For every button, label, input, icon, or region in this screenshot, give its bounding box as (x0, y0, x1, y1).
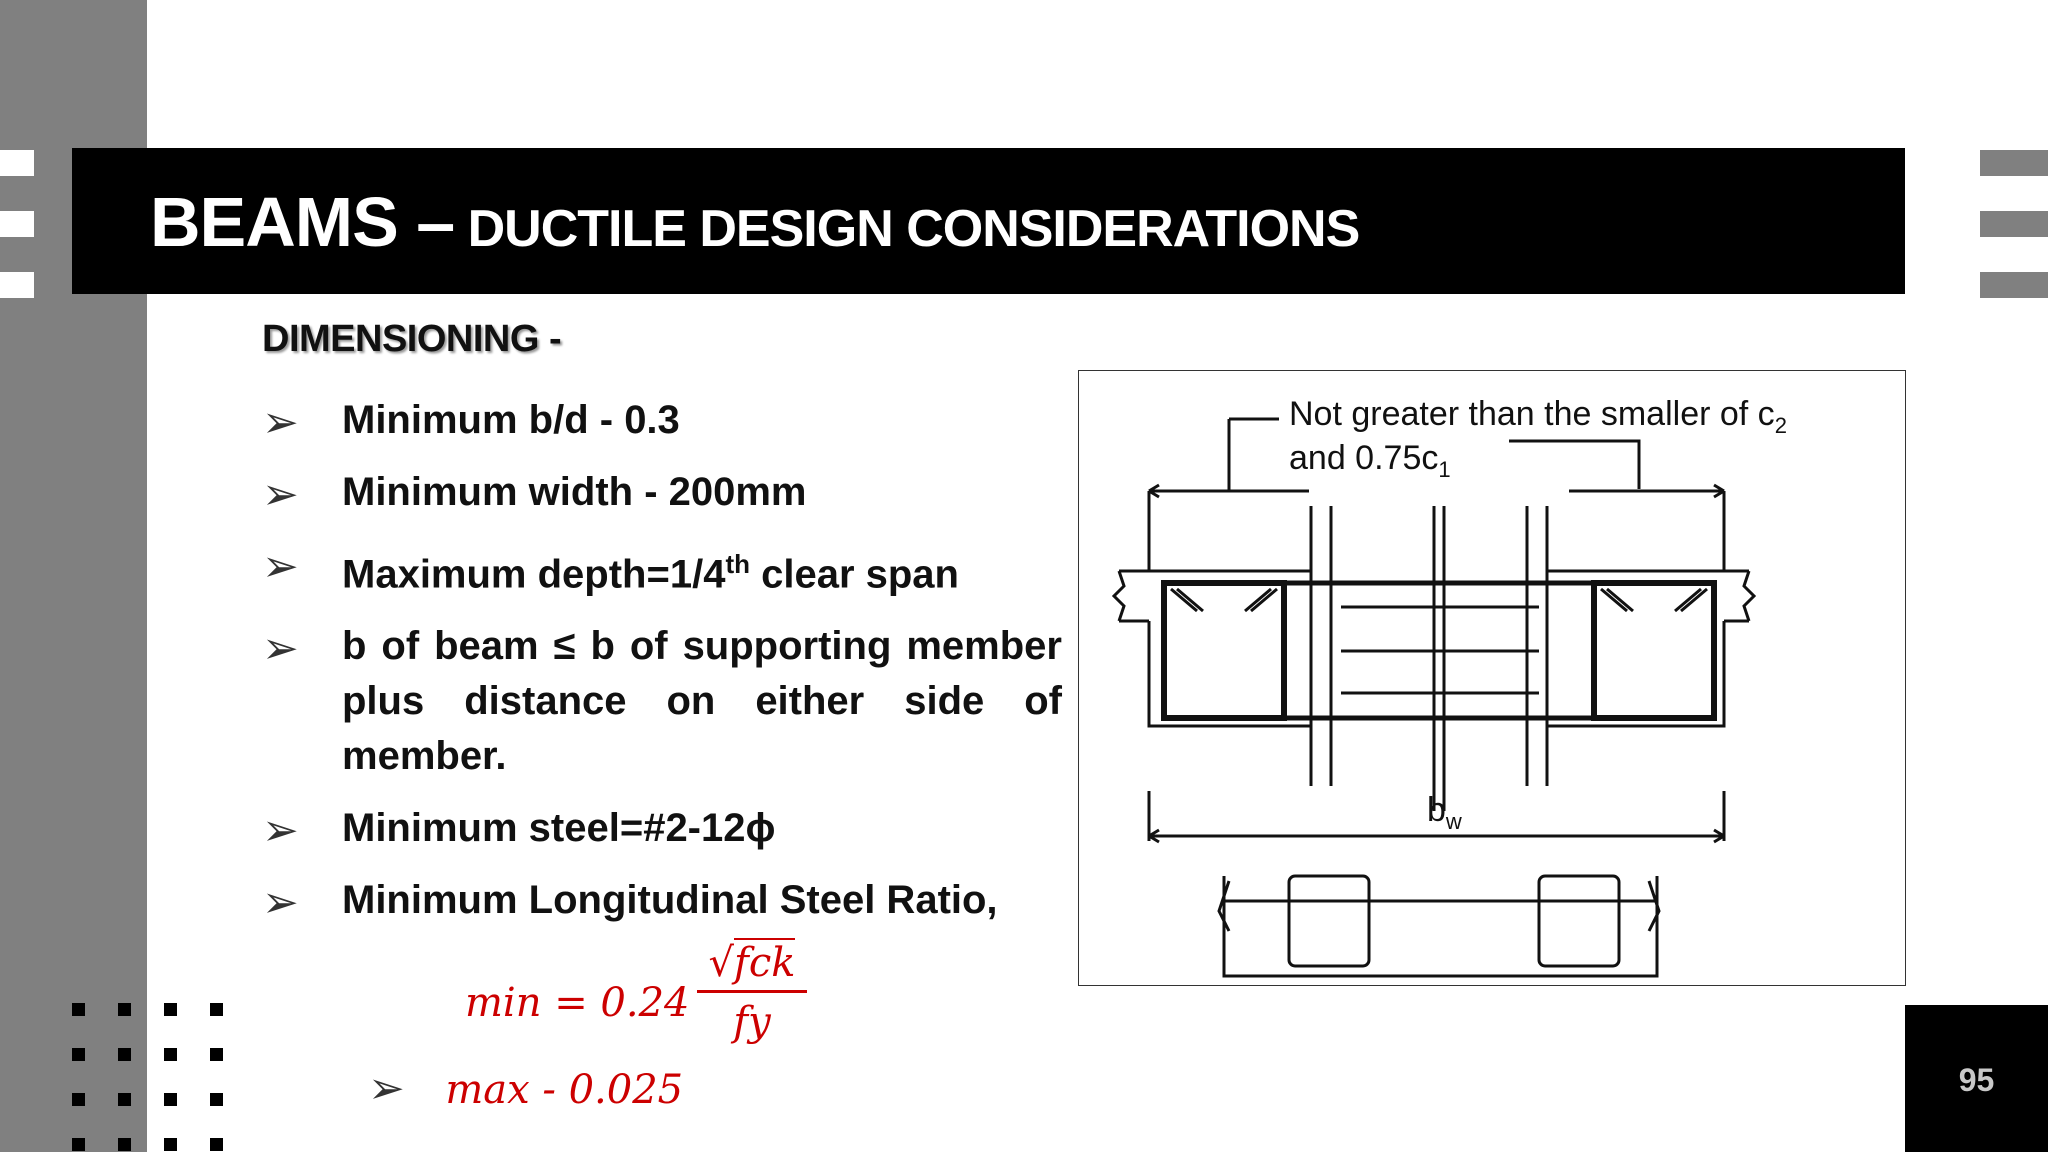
decor-dot (72, 1003, 85, 1016)
bullet-text: Minimum steel=#2-12ϕ (342, 806, 776, 851)
bullet-text: b of beam ≤ b of supporting member plus distance on either side of member. (342, 624, 1062, 779)
decor-dot (210, 1048, 223, 1061)
decor-dot (72, 1093, 85, 1106)
sqrt-icon: √ (708, 940, 735, 986)
beam-column-diagram (1078, 370, 1906, 986)
max-ratio-line (368, 1063, 683, 1114)
formula-numerator (697, 940, 807, 993)
max-ratio-text: max - 0.025 (445, 1067, 684, 1113)
bullet-text: Minimum width - 200mm (342, 470, 807, 514)
arrow-bullet-icon: ➢ (368, 1064, 405, 1113)
decor-dot (210, 1003, 223, 1016)
arrow-bullet-icon: ➢ (262, 878, 299, 928)
formula-denominator: fy (733, 999, 771, 1045)
bullet-item (262, 465, 1062, 520)
bullet-list (262, 393, 1062, 945)
beam-section-drawing (1079, 371, 1907, 987)
figure-width-label: $b_w$ (1427, 791, 1462, 834)
left-dash-marks (0, 150, 34, 333)
bullet-text: Minimum b/d - 0.3 (342, 398, 680, 442)
bullet-item (262, 873, 1062, 928)
page-number: 95 (1958, 1062, 1995, 1098)
right-dash-marks (1980, 150, 2048, 333)
decor-dot (72, 1048, 85, 1061)
title-main: BEAMS – (150, 183, 455, 261)
bullet-item (262, 393, 1062, 448)
title-sub: DUCTILE DESIGN CONSIDERATIONS (454, 200, 1360, 258)
decor-dot (164, 1048, 177, 1061)
formula-lhs: min = 0.24 (465, 980, 690, 1026)
arrow-bullet-icon: ➢ (262, 806, 299, 856)
bullet-text: Minimum Longitudinal Steel Ratio, (342, 878, 998, 923)
bullet-item (262, 619, 1062, 784)
decor-dot (118, 1093, 131, 1106)
formula-fraction (697, 940, 807, 1045)
decor-dot (118, 1003, 131, 1016)
decor-dot (210, 1093, 223, 1106)
decor-dot (164, 1003, 177, 1016)
slide-title (150, 182, 1359, 262)
arrow-bullet-icon: ➢ (262, 398, 299, 447)
figure-note-line1: Not greater than the smaller of $c_2$ (1289, 395, 1787, 438)
decor-dot (164, 1093, 177, 1106)
formula-numerator-text: fck (734, 940, 796, 986)
arrow-bullet-icon: ➢ (262, 470, 299, 519)
bullet-text-after: clear span (749, 552, 959, 597)
decor-dot (118, 1138, 131, 1151)
bullet-text-before: Maximum depth=1/4 (342, 552, 726, 597)
bullet-item (262, 801, 1062, 856)
decor-dot (210, 1138, 223, 1151)
arrow-bullet-icon: ➢ (262, 624, 299, 674)
decor-dot (118, 1048, 131, 1061)
figure-note-line2: and $0.75c_1$ (1289, 439, 1451, 482)
decor-dot (164, 1138, 177, 1151)
arrow-bullet-icon: ➢ (262, 542, 299, 591)
dot-grid-decor (72, 1003, 232, 1152)
bullet-superscript: th (725, 549, 750, 579)
bullet-item (262, 537, 1062, 602)
decor-dot (72, 1138, 85, 1151)
section-heading: DIMENSIONING - (262, 318, 562, 360)
